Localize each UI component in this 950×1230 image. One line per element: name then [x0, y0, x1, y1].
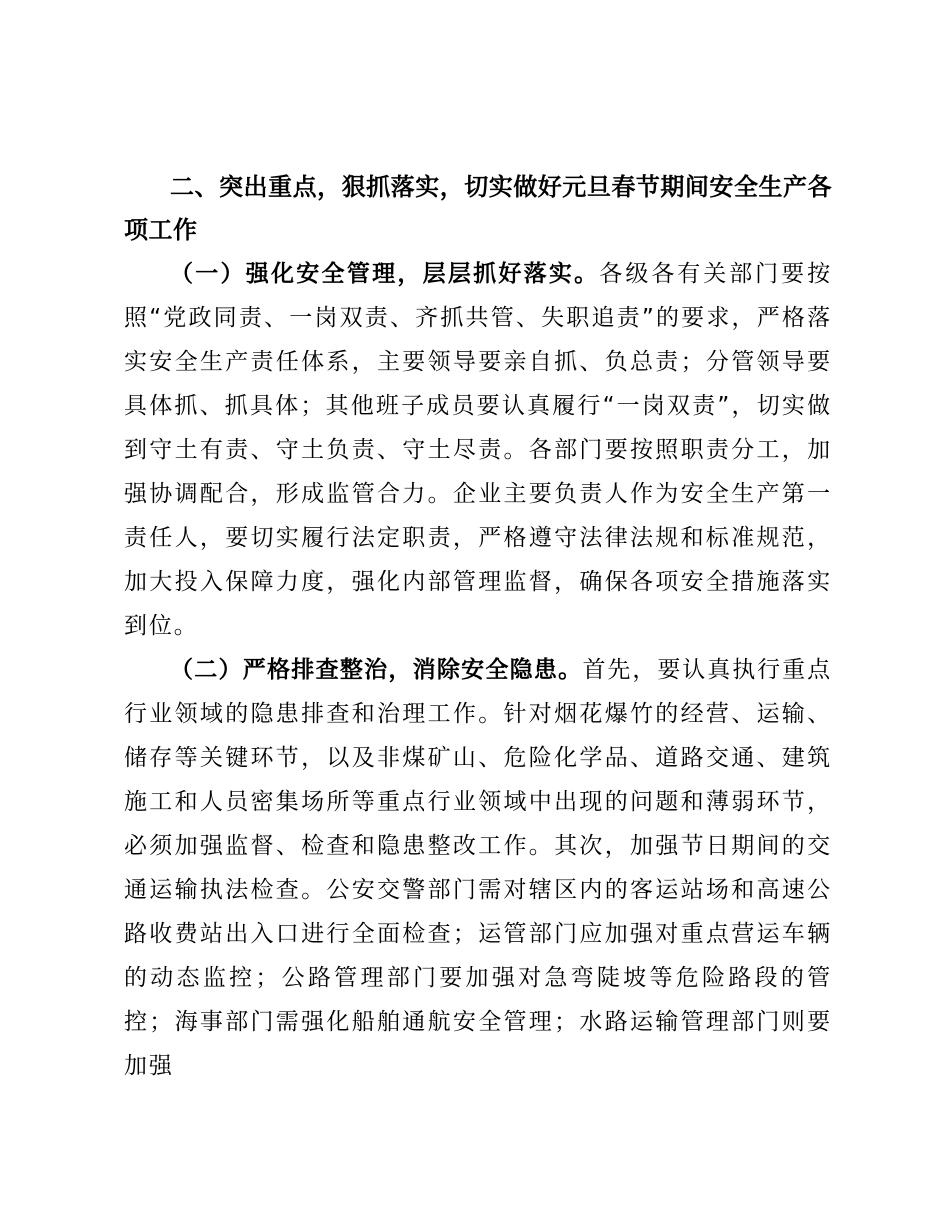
paragraph-1-lead: （一）强化安全管理，层层抓好落实。	[170, 261, 600, 287]
paragraph-2-lead: （二）严格排查整治，消除安全隐患。	[170, 657, 583, 683]
paragraph-1	[124, 252, 832, 648]
paragraph-2	[124, 648, 832, 1088]
section-heading: 二、突出重点，狠抓落实，切实做好元旦春节期间安全生产各项工作	[124, 173, 832, 244]
document-body	[124, 166, 832, 1088]
paragraph-2-body: 首先，要认真执行重点行业领域的隐患排查和治理工作。针对烟花爆竹的经营、运输、储存等关键环节，以及非煤矿山、危险化学品、道路交通、建筑施工和人员密集场所等重点行业领域中出现的问题和薄弱环节，必须加强监督、检查和隐患整改工作。其次，加强节日期间的交通运输执法检查。公安交警部门需对辖区内的客运站场和高速公路收费站出入口进行全面检查；运管部门应加强对重点营运车辆的动态监控；公路管理部门要加强对急弯陡坡等危险路段的管控；海事部门需强化船舶通航安全管理；水路运输管理部门则要加强	[124, 657, 833, 1079]
paragraph-1-body: 各级各有关部门要按照“党政同责、一岗双责、齐抓共管、失职追责”的要求，严格落实安全生产责任体系，主要领导要亲自抓、负总责；分管领导要具体抓、抓具体；其他班子成员要认真履行“一岗双责”，切实做到守土有责、守土负责、守土尽责。各部门要按照职责分工，加强协调配合，形成监管合力。企业主要负责人作为安全生产第一责任人，要切实履行法定职责，严格遵守法律法规和标准规范，加大投入保障力度，强化内部管理监督，确保各项安全措施落实到位。	[124, 261, 832, 639]
